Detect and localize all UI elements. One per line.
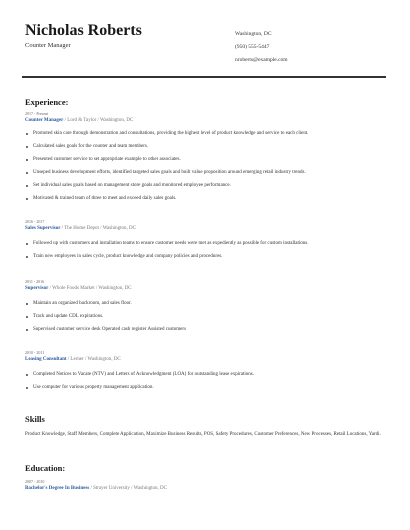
education-heading-line: [25, 486, 380, 491]
contact-phone: (950) 555-5447: [235, 44, 270, 50]
header-divider: [22, 76, 386, 78]
job-heading: [25, 226, 380, 231]
job-org: / Lord & Taylor / Washington, DC: [63, 118, 134, 123]
job-bullet: Train new employees in sales cycle, product knowledge and company policies and procedures.: [25, 254, 380, 260]
job-org: / The Home Depot / Washington, DC: [60, 226, 136, 231]
education-entry: [25, 479, 380, 491]
job-bullet: Set individual sales goals based on management store goals and monitored employee performance.: [25, 183, 380, 189]
job-bullet: Calculated sales goals for the counter and team members.: [25, 144, 380, 150]
job-org: / Lerner / Washington, DC: [66, 357, 121, 362]
job-dates: 2017 - Present: [25, 111, 49, 116]
job-bullets: [25, 241, 380, 260]
skills-heading: Skills: [25, 414, 45, 424]
job-bullet: Promoted skin care through demonstration and consultations, providing the highest level of product knowledge and service to each client.: [25, 131, 380, 137]
job-bullet: Supervised customer service desk Operated cash register Assisted customers: [25, 327, 380, 333]
education-org: / Strayer University / Washington, DC: [89, 486, 167, 491]
job-bullet: Presented customer service to set appropriate example to other associates.: [25, 157, 380, 163]
contact-email[interactable]: nroberts@example.com: [235, 57, 288, 63]
job-bullet: Motivated & trained team of three to meet and exceed daily sales goals.: [25, 196, 380, 202]
job-title: Sales Supervisor: [25, 226, 61, 231]
job-dates: 2011 - 2016: [25, 279, 45, 284]
job-bullet: Track and update CDL expirations.: [25, 314, 380, 320]
education-dates: 2007 - 2010: [25, 479, 45, 484]
candidate-name: Nicholas Roberts: [25, 22, 142, 39]
contact-block: [235, 28, 288, 67]
experience-heading: Experience:: [25, 97, 69, 107]
skills-list: Product Knowledge, Staff Members, Complete Application, Maximize Business Results, POS, Safety Procedures, Customer Preferences, New Processes, Retail Locations, Yardi.: [25, 432, 381, 437]
job-bullets: [25, 372, 380, 391]
contact-city: Washington, DC: [235, 31, 272, 37]
job-dates: 2016 - 2017: [25, 219, 45, 224]
job-bullet: Completed Notices to Vacate (NTV) and Letters of Acknowledgment (LOA) for outstanding lease expirations.: [25, 372, 380, 378]
job-bullet: Followed up with customers and installation teams to ensure customer needs were met as expediently as possible for custom installations.: [25, 241, 380, 247]
job-entry: [25, 350, 380, 391]
job-title: Counter Manager: [25, 118, 64, 123]
job-bullets: [25, 301, 380, 333]
job-bullet: Use computer for various property management application.: [25, 385, 380, 391]
job-heading: [25, 357, 380, 362]
job-title: Supervisor: [25, 286, 49, 291]
job-org: / Whole Foods Market / Washington, DC: [48, 286, 132, 291]
job-entry: [25, 279, 380, 333]
job-dates: 2010 - 2011: [25, 350, 45, 355]
job-title: Leasing Consultant: [25, 357, 67, 362]
job-entry: [25, 219, 380, 260]
job-bullets: [25, 131, 380, 202]
job-entry: [25, 111, 380, 202]
degree-title: Bachelor's Degree In Business: [25, 486, 90, 491]
job-heading: [25, 118, 380, 123]
candidate-title: Counter Manager: [25, 42, 71, 49]
job-bullet: Maintain an organized backroom, and sales floor.: [25, 301, 380, 307]
job-heading: [25, 286, 380, 291]
education-heading: Education:: [25, 463, 66, 473]
job-bullet: Unseped business development efforts, identified targeted sales goals and built value proposition around emerging retail industry trends.: [25, 170, 380, 176]
